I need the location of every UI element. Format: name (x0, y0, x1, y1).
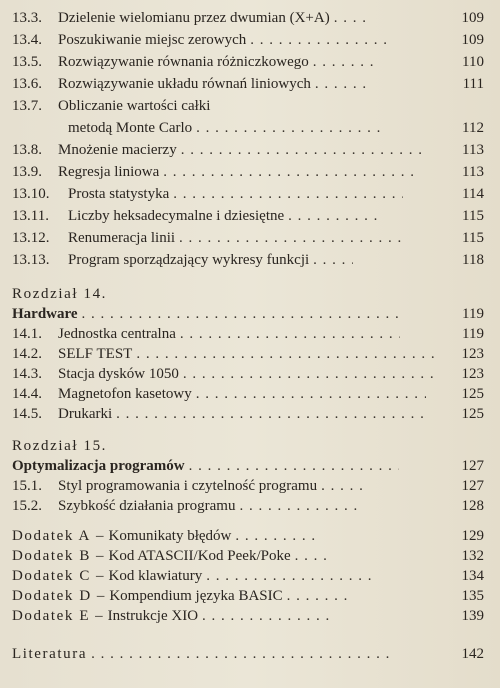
entry-title: Magnetofon kasetowy (58, 386, 192, 402)
dot-leader (116, 404, 426, 424)
dot-leader (239, 496, 359, 516)
entry-number: 13.6. (12, 76, 42, 92)
entry-title: Rozwiązywanie równania różniczkowego (58, 54, 309, 70)
appendix-label: Dodatek C (12, 568, 91, 584)
toc-entry (0, 476, 500, 496)
chapter-14-label: Rozdział 14. (12, 286, 108, 302)
entry-page: 128 (461, 498, 484, 514)
dot-leader (334, 8, 370, 28)
entry-page: 127 (461, 478, 484, 494)
toc-entry (0, 324, 500, 344)
dot-leader (313, 52, 377, 72)
entry-title: Mnożenie macierzy (58, 142, 177, 158)
dot-leader (250, 30, 390, 50)
entry-page: 111 (462, 76, 484, 92)
toc-entry (0, 206, 500, 226)
toc-entry (0, 162, 500, 182)
entry-page: 109 (461, 10, 484, 26)
appendix-label: Dodatek B (12, 548, 91, 564)
appendix-entry (0, 606, 500, 626)
entry-number: 13.9. (12, 164, 42, 180)
toc-entry (0, 384, 500, 404)
toc-entry (0, 74, 500, 94)
entry-number: 14.5. (12, 406, 42, 422)
entry-page: 112 (462, 120, 484, 136)
appendix-title: Komunikaty błędów (108, 528, 232, 544)
entry-title: Szybkość działania programu (58, 498, 236, 514)
toc-entry (0, 496, 500, 516)
entry-page: 118 (462, 252, 484, 268)
entry-title-continued: metodą Monte Carlo (68, 120, 193, 136)
entry-title: Stacja dysków 1050 (58, 366, 179, 382)
chapter-15-label: Rozdział 15. (12, 438, 108, 454)
dot-leader (295, 546, 331, 566)
literature-title: Literatura (12, 646, 88, 662)
dot-leader (173, 184, 403, 204)
entry-title: Styl programowania i czytelność programu (58, 478, 318, 494)
entry-page: 113 (462, 164, 484, 180)
entry-page: 115 (462, 208, 484, 224)
entry-page: 125 (461, 386, 484, 402)
entry-page: 134 (461, 568, 484, 584)
appendix-entry (0, 586, 500, 606)
entry-number: 13.10. (12, 186, 50, 202)
dot-leader (136, 344, 436, 364)
entry-number: 14.3. (12, 366, 42, 382)
appendix-entry (0, 526, 500, 546)
appendix-title: Kod klawiatury (108, 568, 203, 584)
entry-title: SELF TEST (58, 346, 133, 362)
entry-page: 119 (462, 306, 484, 322)
entry-page: 129 (461, 528, 484, 544)
entry-number: 13.7. (12, 98, 42, 114)
dot-leader (321, 476, 369, 496)
entry-page: 123 (461, 346, 484, 362)
entry-title: Obliczanie wartości całki (58, 98, 211, 114)
entry-title: Program sporządzający wykresy funkcji (68, 252, 310, 268)
chapter-15-title: Optymalizacja programów (12, 458, 185, 474)
toc-entry (0, 364, 500, 384)
chapter-label (0, 436, 500, 456)
chapter-label (0, 284, 500, 304)
entry-title: Poszukiwanie miejsc zerowych (58, 32, 247, 48)
dot-leader (91, 644, 391, 664)
appendix-dash: – (95, 568, 104, 584)
entry-number: 13.3. (12, 10, 42, 26)
entry-page: 142 (461, 646, 484, 662)
entry-number: 13.8. (12, 142, 42, 158)
dot-leader (163, 162, 413, 182)
toc-entry (0, 228, 500, 248)
entry-number: 14.1. (12, 326, 42, 342)
dot-leader (179, 228, 403, 248)
dot-leader (202, 606, 332, 626)
entry-number: 15.1. (12, 478, 42, 494)
dot-leader (288, 206, 378, 226)
toc-entry (0, 140, 500, 160)
appendix-title: Kompendium języka BASIC (109, 588, 283, 604)
entry-page: 123 (461, 366, 484, 382)
appendix-dash: – (96, 588, 105, 604)
dot-leader (313, 250, 353, 270)
entry-page: 114 (462, 186, 484, 202)
entry-page: 109 (461, 32, 484, 48)
entry-page: 119 (462, 326, 484, 342)
appendix-entry (0, 566, 500, 586)
entry-number: 13.13. (12, 252, 50, 268)
toc-entry (0, 250, 500, 270)
entry-number: 14.2. (12, 346, 42, 362)
entry-page: 113 (462, 142, 484, 158)
chapter-heading (0, 304, 500, 324)
dot-leader (315, 74, 367, 94)
toc-entry (0, 184, 500, 204)
appendix-dash: – (95, 608, 103, 624)
appendix-label: Dodatek D (12, 588, 92, 604)
entry-number: 15.2. (12, 498, 42, 514)
toc-entry (0, 96, 500, 116)
entry-number: 13.12. (12, 230, 50, 246)
appendix-dash: – (95, 548, 104, 564)
entry-number: 14.4. (12, 386, 42, 402)
toc-entry (0, 404, 500, 424)
toc-entry (0, 8, 500, 28)
entry-title: Drukarki (58, 406, 113, 422)
entry-page: 115 (462, 230, 484, 246)
dot-leader (287, 586, 347, 606)
entry-title: Prosta statystyka (68, 186, 170, 202)
dot-leader (206, 566, 376, 586)
entry-number: 13.5. (12, 54, 42, 70)
entry-page: 110 (462, 54, 484, 70)
dot-leader (196, 384, 426, 404)
appendix-title: Kod ATASCII/Kod Peek/Poke (108, 548, 291, 564)
entry-number: 13.4. (12, 32, 42, 48)
entry-title: Renumeracja linii (68, 230, 176, 246)
entry-page: 132 (461, 548, 484, 564)
dot-leader (180, 324, 400, 344)
toc-entry (0, 52, 500, 72)
entry-title: Regresja liniowa (58, 164, 160, 180)
appendix-label: Dodatek A (12, 528, 91, 544)
chapter-heading (0, 456, 500, 476)
appendix-entry (0, 546, 500, 566)
dot-leader (181, 140, 421, 160)
entry-page: 127 (461, 458, 484, 474)
appendix-label: Dodatek E (12, 608, 91, 624)
dot-leader (82, 304, 402, 324)
appendix-title: Instrukcje XIO (107, 608, 199, 624)
toc-entry-continued (0, 118, 500, 138)
toc-entry (0, 30, 500, 50)
chapter-14-title: Hardware (12, 306, 78, 322)
dot-leader (196, 118, 386, 138)
dot-leader (235, 526, 315, 546)
entry-title: Dzielenie wielomianu przez dwumian (X+A) (58, 10, 330, 26)
entry-title: Jednostka centralna (58, 326, 176, 342)
entry-title: Liczby heksadecymalne i dziesiętne (68, 208, 285, 224)
dot-leader (183, 364, 433, 384)
dot-leader (189, 456, 399, 476)
entry-page: 139 (461, 608, 484, 624)
toc-entry (0, 344, 500, 364)
entry-page: 125 (461, 406, 484, 422)
entry-title: Rozwiązywanie układu równań liniowych (58, 76, 311, 92)
appendix-dash: – (95, 528, 104, 544)
literature-entry (0, 644, 500, 664)
entry-number: 13.11. (12, 208, 49, 224)
entry-page: 135 (461, 588, 484, 604)
